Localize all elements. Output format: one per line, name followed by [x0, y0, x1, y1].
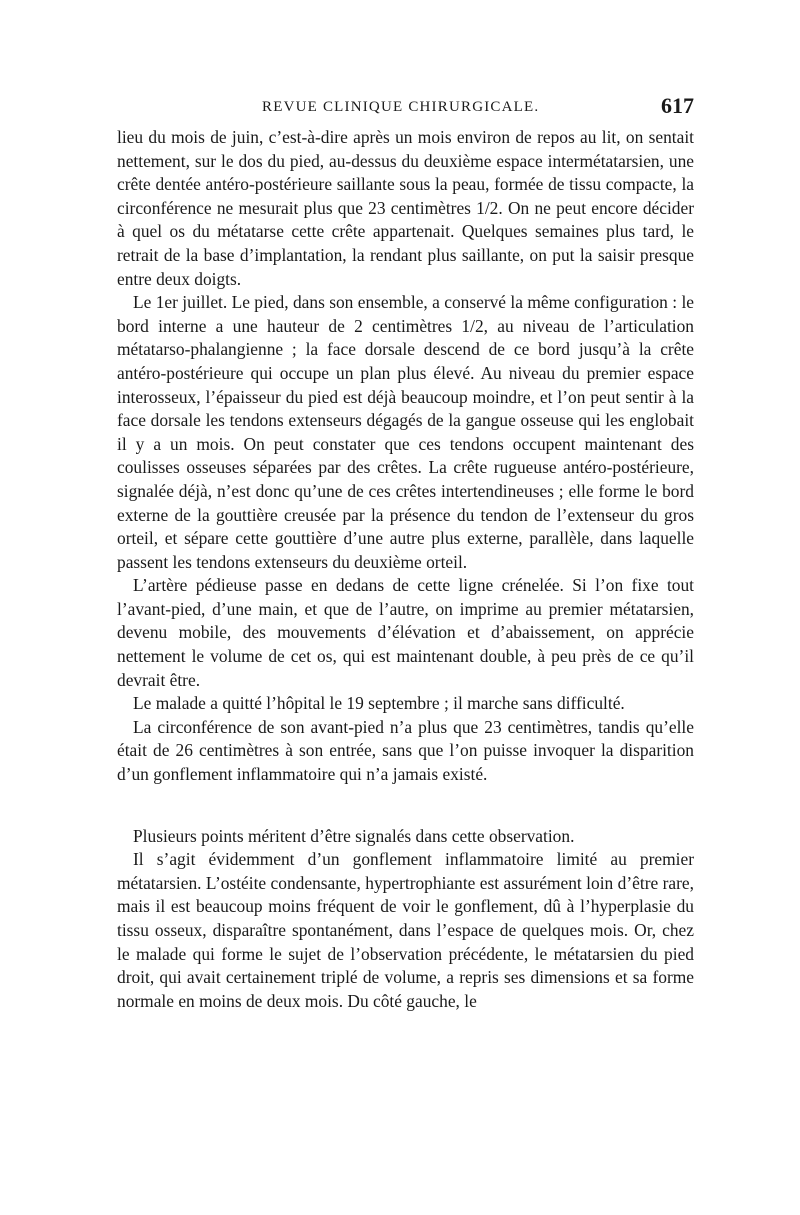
running-title: REVUE CLINIQUE CHIRURGICALE.	[262, 99, 540, 115]
paragraph-july-first: Le 1er juillet. Le pied, dans son ensemble, a conservé la même configuration : le bord interne a une hauteur de 2 centimètres 1/2, au niveau de l’articulation métatarso-phalangienne ; la face dorsale descend de ce bord jusqu’à la crête antéro-postérieure qui occupe un plan plus élevé. Au niveau du premier espace interosseux, l’épaisseur du pied est déjà beaucoup moindre, et l’on peut sentir à la face dorsale les tendons extenseurs dégagés de la gangue osseuse qui les englobait il y a un mois. On peut constater que ces tendons occupent maintenant des coulisses osseuses séparées par des crêtes. La crête rugueuse antéro-postérieure, signalée déjà, n’est donc qu’une de ces crêtes intertendineuses ; elle forme le bord externe de la gouttière creusée par la présence du tendon de l’extenseur du gros orteil, et sépare cette gouttière d’une autre plus externe, parallèle, dans laquelle passent les tendons extenseurs du deuxième orteil.	[117, 292, 694, 572]
paragraph-circumference: La circonférence de son avant-pied n’a plus que 23 centimètres, tandis qu’elle était de 26 centimètres à son entrée, sans que l’on puisse invoquer la disparition d’un gonflement inflammatoire qui n’a jamais existé.	[117, 716, 694, 785]
paragraph-pedieuse-artery: L’artère pédieuse passe en dedans de cette ligne crénelée. Si l’on fixe tout l’avant-pied, d’une main, et que de l’autre, on imprime au premier métatarsien, devenu mobile, des mouvements d’élévation et d’abaissement, on apprécie nettement le volume de cet os, qui est maintenant double, à peu près de ce qu’il devrait être.	[117, 575, 694, 690]
paragraph-points-noted: Plusieurs points méritent d’être signalés dans cette observation.	[133, 825, 575, 846]
body-text	[117, 126, 694, 1013]
paragraph-continued: lieu du mois de juin, c’est-à-dire après un mois environ de repos au lit, on sentait nettement, sur le dos du pied, au-dessus du deuxième espace intermétatarsien, une crête dentée antéro-postérieure saillante sous la peau, formée de tissu compacte, la circonférence ne mesurait plus que 23 centimètres 1/2. On ne peut encore décider à quel os du métatarse cette crête appartenait. Quelques semaines plus tard, le retrait de la base d’implantation, la rendant plus saillante, on put la saisir presque entre deux doigts.	[117, 127, 694, 289]
section-break	[117, 787, 694, 825]
paragraph-discharge: Le malade a quitté l’hôpital le 19 septembre ; il marche sans difficulté.	[133, 693, 625, 714]
page-number: 617	[661, 93, 694, 118]
paragraph-discussion: Il s’agit évidemment d’un gonflement inflammatoire limité au premier métatarsien. L’ostéite condensante, hypertrophiante est assurément loin d’être rare, mais il est beaucoup moins fréquent de voir le gonflement, dû à l’hyperplasie du tissu osseux, disparaître spontanément, dans l’espace de quelques mois. Or, chez le malade qui forme le sujet de l’observation précédente, le métatarsien du pied droit, qui avait certainement triplé de volume, a repris ses dimensions et sa forme normale en moins de deux mois. Du côté gauche, le	[117, 849, 694, 1011]
running-header	[117, 95, 694, 121]
